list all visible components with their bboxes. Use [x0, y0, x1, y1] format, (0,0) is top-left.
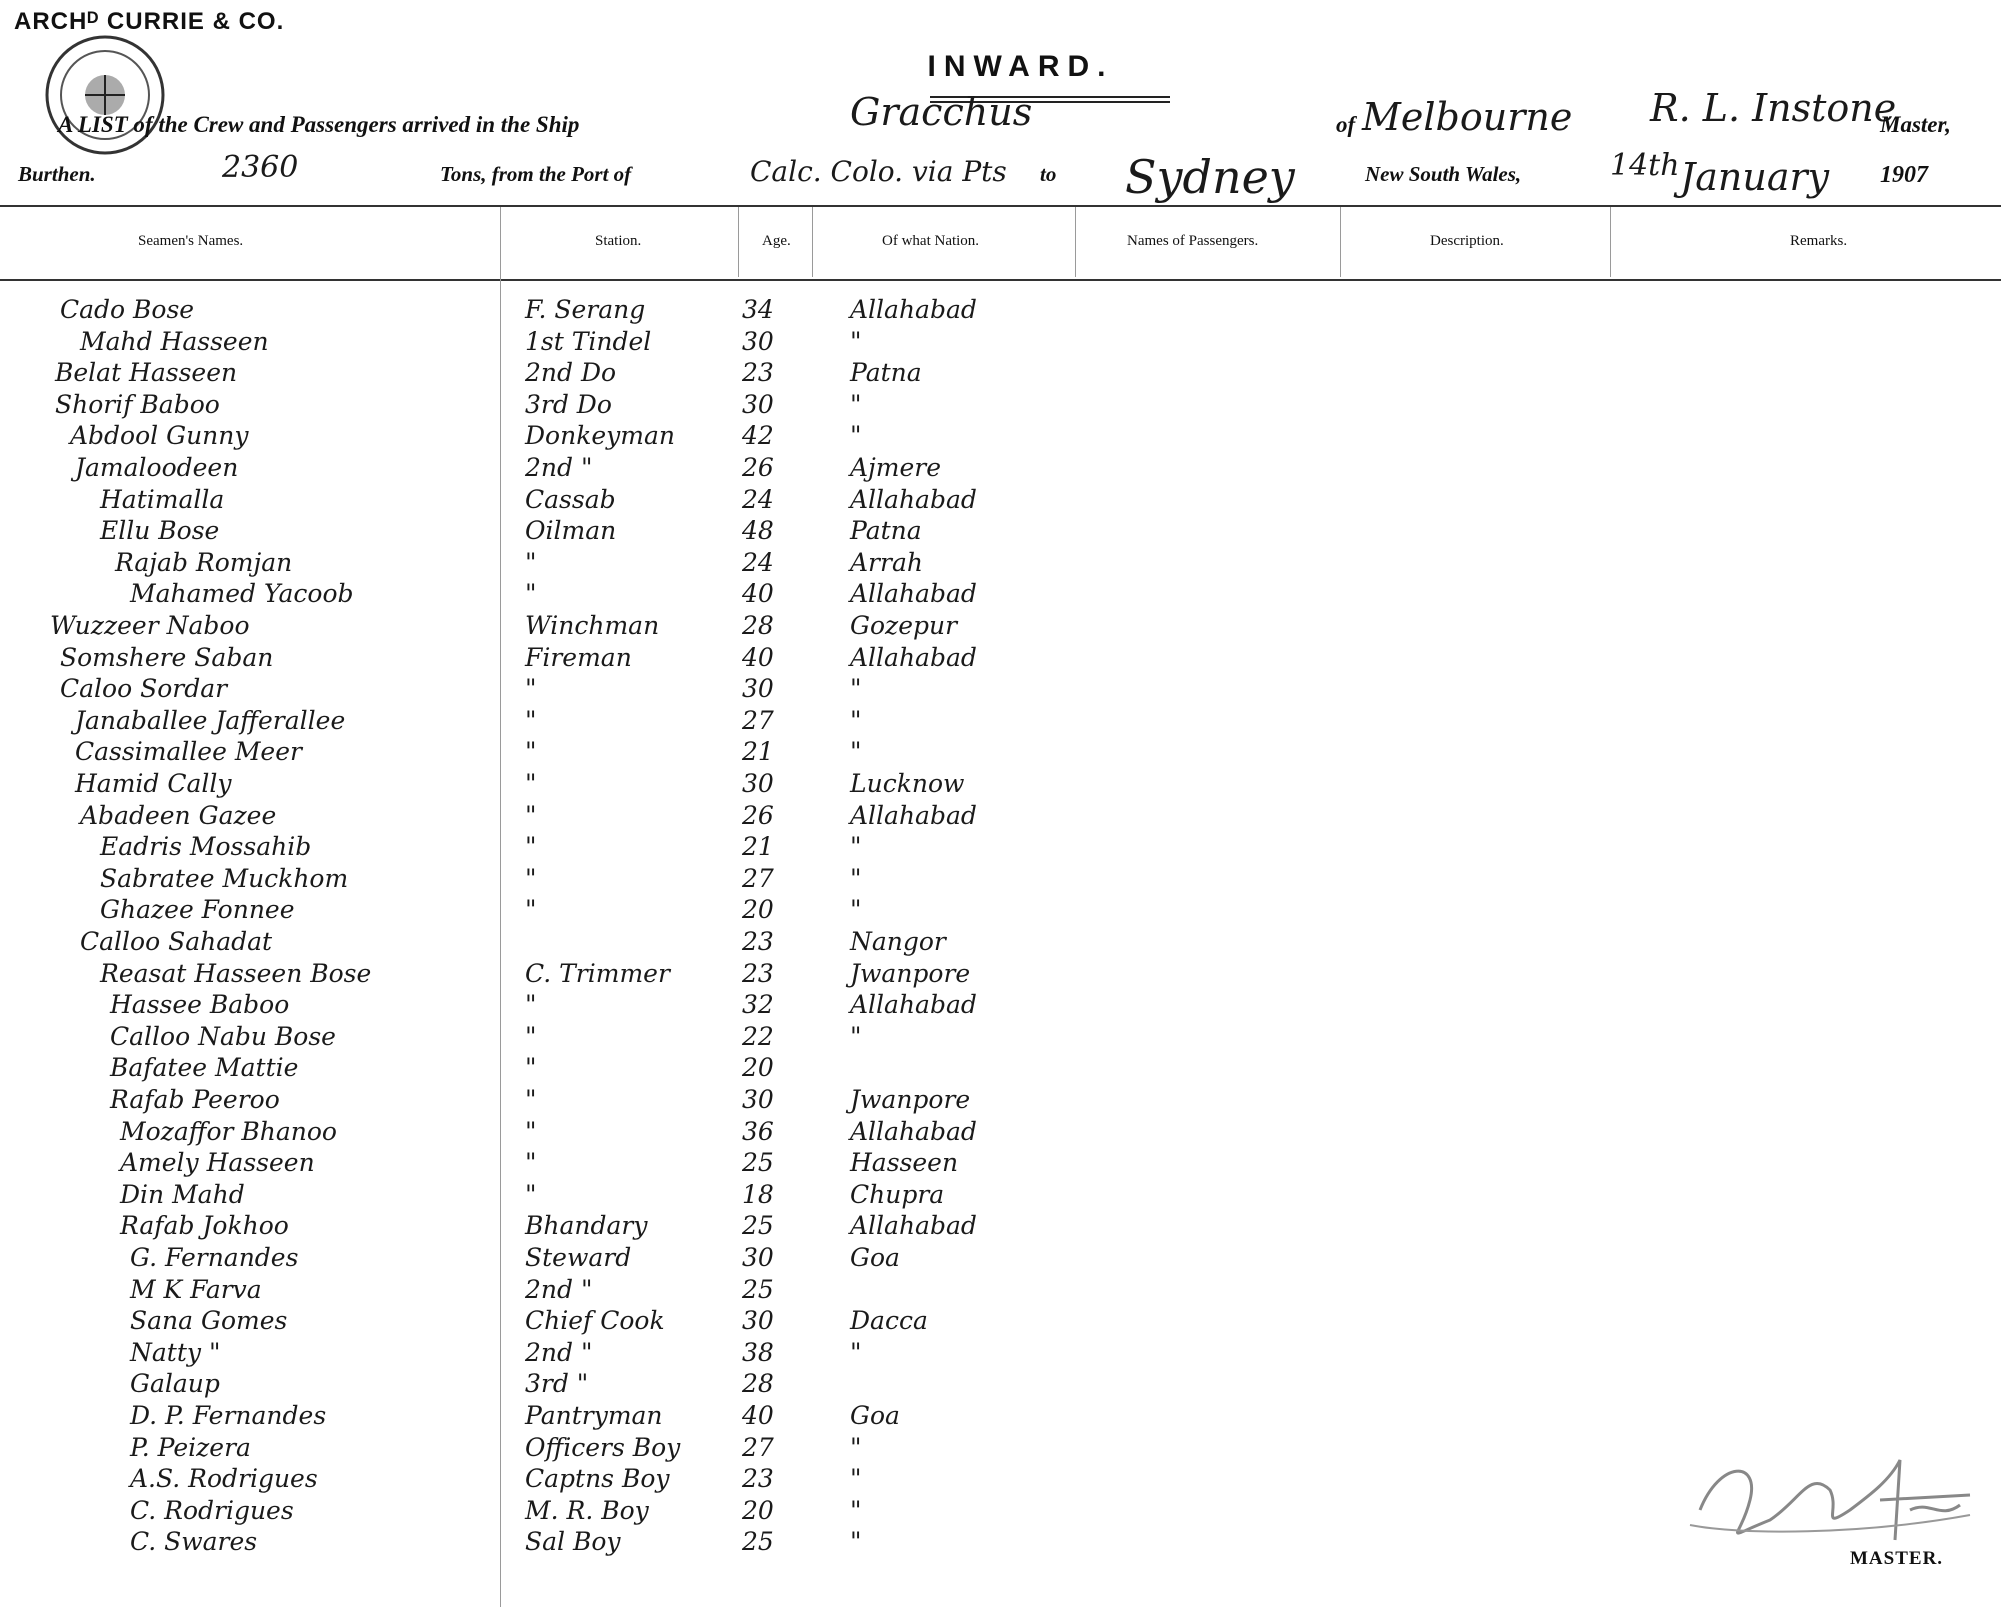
seaman-name: Ghazee Fonnee — [100, 895, 295, 925]
age: 18 — [742, 1179, 774, 1209]
station: 2nd " — [525, 1274, 593, 1304]
table-row — [0, 390, 2001, 422]
station: " — [525, 579, 537, 609]
seaman-name: Hamid Cally — [75, 769, 232, 798]
seaman-name: Wuzzeer Naboo — [50, 611, 250, 640]
nationality: Chupra — [850, 1179, 945, 1209]
seaman-name: Cassimallee Meer — [75, 737, 302, 767]
nationality: Allahabad — [850, 295, 977, 324]
nationality: Hasseen — [850, 1148, 959, 1178]
seaman-name: Jamaloodeen — [75, 453, 239, 482]
col-remarks: Remarks. — [1790, 233, 1848, 249]
table-row — [0, 1117, 2001, 1149]
station: " — [525, 1021, 537, 1051]
station: 2nd " — [525, 1337, 593, 1367]
burthen-label: Burthen. — [18, 162, 96, 186]
age: 20 — [742, 1053, 774, 1083]
seaman-name: Sana Gomes — [130, 1306, 288, 1336]
station: " — [525, 769, 537, 798]
nationality: Allahabad — [850, 1116, 977, 1146]
station: Sal Boy — [525, 1527, 621, 1557]
nationality: Jwanpore — [850, 1085, 971, 1114]
nationality: " — [850, 326, 862, 356]
seaman-name: Somshere Saban — [60, 642, 274, 672]
firm-name: ARCHᴰ CURRIE & CO. — [14, 8, 285, 35]
document-title: INWARD. — [927, 50, 1114, 83]
seaman-name: Caloo Sordar — [60, 674, 228, 704]
table-row — [0, 1401, 2001, 1433]
to-label: to — [1040, 162, 1057, 186]
seaman-name: M K Farva — [130, 1274, 262, 1304]
master-footer-label: MASTER. — [1850, 1548, 1944, 1569]
age: 20 — [742, 1495, 774, 1525]
station: " — [525, 863, 537, 893]
seaman-name: Janaballee Jafferallee — [75, 705, 346, 735]
nationality: " — [850, 895, 862, 925]
master-label: Master, — [1880, 112, 1951, 137]
station: C. Trimmer — [525, 958, 670, 988]
seaman-name: Mahamed Yacoob — [130, 579, 354, 609]
station: " — [525, 674, 537, 704]
nsw-label: New South Wales, — [1365, 162, 1522, 186]
col-description: Description. — [1430, 233, 1504, 249]
seaman-name: Mozaffor Bhanoo — [120, 1116, 337, 1146]
table-row — [0, 1053, 2001, 1085]
age: 27 — [742, 863, 774, 893]
age: 27 — [742, 1432, 774, 1462]
age: 36 — [742, 1116, 774, 1146]
nationality: Allahabad — [850, 990, 977, 1020]
nationality: Goa — [850, 1243, 900, 1272]
seaman-name: Abadeen Gazee — [80, 800, 277, 830]
seaman-name: Galaup — [130, 1369, 220, 1399]
table-row — [0, 1306, 2001, 1338]
station: Officers Boy — [525, 1432, 681, 1462]
seaman-name: Hatimalla — [100, 484, 225, 514]
age: 26 — [742, 800, 774, 830]
table-row — [0, 1211, 2001, 1243]
station: " — [525, 990, 537, 1020]
seaman-name: Rafab Jokhoo — [120, 1211, 289, 1241]
age: 24 — [742, 547, 774, 577]
table-row — [0, 327, 2001, 359]
column-divider — [1610, 207, 1611, 277]
station: " — [525, 737, 537, 767]
column-header-band — [0, 205, 2001, 281]
seaman-name: Eadris Mossahib — [100, 832, 312, 862]
seaman-name: Calloo Nabu Bose — [110, 1021, 336, 1051]
nationality: Ajmere — [850, 453, 942, 482]
station: " — [525, 547, 537, 577]
nationality: Gozepur — [850, 611, 958, 640]
nationality: Allahabad — [850, 579, 977, 609]
nationality: Jwanpore — [850, 958, 971, 988]
station: 3rd Do — [525, 389, 612, 419]
station: Chief Cook — [525, 1306, 665, 1336]
table-row — [0, 1148, 2001, 1180]
age: 25 — [742, 1148, 774, 1178]
station: 2nd " — [525, 453, 593, 482]
seaman-name: P. Peizera — [130, 1432, 251, 1462]
tons-label: Tons, from the Port of — [440, 162, 632, 186]
seaman-name: D. P. Fernandes — [130, 1401, 327, 1430]
table-row — [0, 579, 2001, 611]
table-row — [0, 706, 2001, 738]
age: 32 — [742, 990, 774, 1020]
table-row — [0, 1180, 2001, 1212]
nationality: " — [850, 1527, 862, 1557]
table-row — [0, 611, 2001, 643]
table-row — [0, 769, 2001, 801]
station: " — [525, 1179, 537, 1209]
seaman-name: Din Mahd — [120, 1179, 245, 1209]
seaman-name: Shorif Baboo — [55, 389, 220, 419]
table-row — [0, 927, 2001, 959]
station: 3rd " — [525, 1369, 589, 1399]
station: Winchman — [525, 611, 660, 640]
burthen-value: 2360 — [222, 150, 299, 185]
station: Cassab — [525, 484, 616, 514]
age: 26 — [742, 453, 774, 482]
seaman-name: Calloo Sahadat — [80, 927, 273, 956]
station: F. Serang — [525, 295, 646, 324]
seaman-name: Bafatee Mattie — [110, 1053, 299, 1083]
nationality: " — [850, 737, 862, 767]
destination-port: Sydney — [1125, 150, 1295, 204]
nationality: " — [850, 1464, 862, 1494]
table-row — [0, 643, 2001, 675]
arrival-day: 14th — [1610, 148, 1680, 183]
age: 42 — [742, 421, 774, 451]
station: M. R. Boy — [525, 1495, 649, 1525]
nationality: " — [850, 389, 862, 419]
table-row — [0, 1243, 2001, 1275]
nationality: Goa — [850, 1401, 900, 1430]
station: Captns Boy — [525, 1464, 670, 1494]
station: " — [525, 705, 537, 735]
age: 25 — [742, 1211, 774, 1241]
column-divider — [812, 207, 813, 277]
nationality: Lucknow — [850, 769, 965, 798]
table-row — [0, 832, 2001, 864]
seaman-name: Cado Bose — [60, 295, 195, 324]
station: " — [525, 1148, 537, 1178]
table-row — [0, 1275, 2001, 1307]
nationality: Allahabad — [850, 1211, 977, 1241]
nationality: " — [850, 1495, 862, 1525]
age: 30 — [742, 389, 774, 419]
seaman-name: G. Fernandes — [130, 1243, 299, 1272]
nationality: " — [850, 1432, 862, 1462]
table-row — [0, 959, 2001, 991]
age: 34 — [742, 295, 774, 324]
list-heading: A LIST of the Crew and Passengers arrived in the Ship — [58, 112, 580, 137]
from-port: Calc. Colo. via Pts — [750, 155, 1007, 188]
seaman-name: C. Rodrigues — [130, 1495, 294, 1525]
age: 30 — [742, 769, 774, 798]
nationality: Patna — [850, 516, 922, 546]
seaman-name: Belat Hasseen — [55, 358, 238, 388]
age: 23 — [742, 1464, 774, 1494]
table-row — [0, 990, 2001, 1022]
table-row — [0, 801, 2001, 833]
nationality: " — [850, 421, 862, 451]
table-row — [0, 453, 2001, 485]
seaman-name: Rafab Peeroo — [110, 1085, 280, 1114]
nationality: Nangor — [850, 927, 946, 956]
age: 40 — [742, 1401, 774, 1430]
master-name: R. L. Instone — [1650, 86, 1897, 130]
table-row — [0, 1022, 2001, 1054]
age: 23 — [742, 358, 774, 388]
table-row — [0, 895, 2001, 927]
seaman-name: C. Swares — [130, 1527, 258, 1557]
nationality: Allahabad — [850, 642, 977, 672]
age: 25 — [742, 1527, 774, 1557]
seaman-name: Amely Hasseen — [120, 1148, 315, 1178]
master-signature — [1680, 1440, 1980, 1560]
seaman-name: Mahd Hasseen — [80, 326, 269, 356]
nationality: " — [850, 705, 862, 735]
table-row — [0, 1338, 2001, 1370]
table-row — [0, 864, 2001, 896]
arrival-month: January — [1680, 155, 1830, 199]
column-divider — [1340, 207, 1341, 277]
age: 25 — [742, 1274, 774, 1304]
nationality: " — [850, 674, 862, 704]
station: Pantryman — [525, 1401, 663, 1430]
seaman-name: Hassee Baboo — [110, 990, 290, 1020]
station: " — [525, 895, 537, 925]
station: Bhandary — [525, 1211, 648, 1241]
nationality: Patna — [850, 358, 922, 388]
age: 27 — [742, 705, 774, 735]
nationality: " — [850, 832, 862, 862]
table-row — [0, 516, 2001, 548]
station: " — [525, 1053, 537, 1083]
col-nation: Of what Nation. — [882, 233, 980, 249]
arrival-year: 1907 — [1880, 162, 1928, 188]
age: 21 — [742, 832, 774, 862]
station: " — [525, 1085, 537, 1114]
table-row — [0, 358, 2001, 390]
col-age: Age. — [762, 233, 791, 249]
age: 30 — [742, 1243, 774, 1272]
nationality: " — [850, 863, 862, 893]
nationality: " — [850, 1021, 862, 1051]
seaman-name: Reasat Hasseen Bose — [100, 958, 372, 988]
col-seamens-names: Seamen's Names. — [138, 233, 244, 249]
col-station: Station. — [595, 233, 642, 249]
nationality: Dacca — [850, 1306, 928, 1336]
of-label: of — [1336, 112, 1356, 137]
seaman-name: Rajab Romjan — [115, 547, 293, 577]
seaman-name: Sabratee Muckhom — [100, 863, 349, 893]
age: 22 — [742, 1021, 774, 1051]
age: 23 — [742, 958, 774, 988]
age: 40 — [742, 642, 774, 672]
column-divider — [1075, 207, 1076, 277]
age: 48 — [742, 516, 774, 546]
col-passengers: Names of Passengers. — [1127, 233, 1259, 249]
column-divider — [738, 207, 739, 277]
table-row — [0, 548, 2001, 580]
station: " — [525, 800, 537, 830]
age: 30 — [742, 326, 774, 356]
seaman-name: Natty " — [130, 1337, 221, 1367]
station: Steward — [525, 1243, 632, 1272]
table-row — [0, 295, 2001, 327]
age: 24 — [742, 484, 774, 514]
age: 30 — [742, 1085, 774, 1114]
nationality: " — [850, 1337, 862, 1367]
station: Fireman — [525, 642, 632, 672]
nationality: Allahabad — [850, 484, 977, 514]
ship-name: Gracchus — [850, 90, 1033, 134]
age: 30 — [742, 1306, 774, 1336]
age: 40 — [742, 579, 774, 609]
table-row — [0, 485, 2001, 517]
table-row — [0, 421, 2001, 453]
table-row — [0, 737, 2001, 769]
age: 30 — [742, 674, 774, 704]
seaman-name: Ellu Bose — [100, 516, 220, 546]
seaman-name: Abdool Gunny — [70, 421, 249, 451]
table-row — [0, 1085, 2001, 1117]
station: " — [525, 1116, 537, 1146]
nationality: Allahabad — [850, 800, 977, 830]
age: 21 — [742, 737, 774, 767]
table-row — [0, 674, 2001, 706]
age: 20 — [742, 895, 774, 925]
station: Oilman — [525, 516, 617, 546]
station: Donkeyman — [525, 421, 675, 451]
age: 23 — [742, 927, 774, 956]
age: 28 — [742, 611, 774, 640]
seaman-name: A.S. Rodrigues — [130, 1464, 318, 1494]
age: 38 — [742, 1337, 774, 1367]
station: " — [525, 832, 537, 862]
port-of-registry: Melbourne — [1362, 95, 1573, 139]
station: 1st Tindel — [525, 326, 652, 356]
age: 28 — [742, 1369, 774, 1399]
station: 2nd Do — [525, 358, 617, 388]
table-row — [0, 1369, 2001, 1401]
nationality: Arrah — [850, 547, 923, 577]
